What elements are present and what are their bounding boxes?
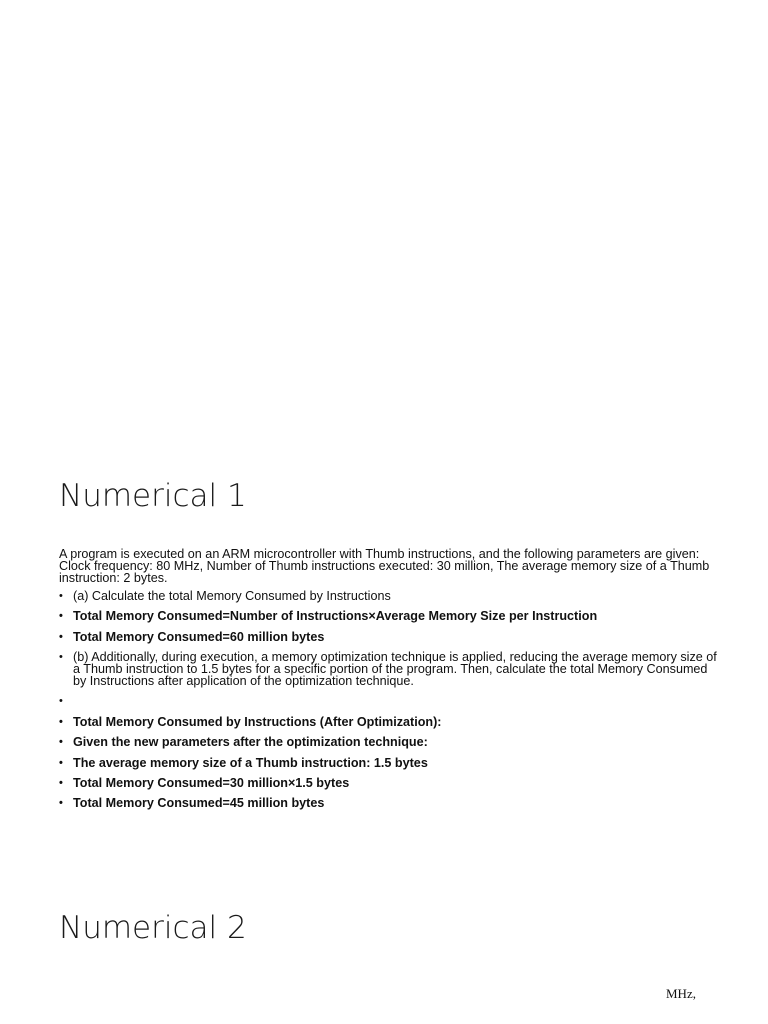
bullet-item-new-average-size: • The average memory size of a Thumb instruction: 1.5 bytes xyxy=(59,757,719,769)
bullet-item-empty xyxy=(59,695,719,707)
bullet-item-result-a: • Total Memory Consumed=60 million bytes xyxy=(59,631,719,643)
partial-text-fragment: MHz, xyxy=(666,986,696,1001)
bullet-item-given-parameters: • Given the new parameters after the optimization technique: xyxy=(59,736,719,748)
bullet-item-formula: • Total Memory Consumed=Number of Instructions×Average Memory Size per Instruction xyxy=(59,610,719,622)
bullet-item-result-b: • Total Memory Consumed=45 million bytes xyxy=(59,797,719,809)
bullet-item-part-b: • (b) Additionally, during execution, a memory optimization technique is applied, reducing the average memory size of a Thumb instruction to 1.5 bytes for a specific portion of the program. Then, calculate the total Memory Consumed by Instructions after application of the optimization technique. xyxy=(59,651,719,687)
bullet-item-part-a: • (a) Calculate the total Memory Consumed by Instructions xyxy=(59,590,719,602)
section-title-numerical-2: Numerical 2 xyxy=(59,910,247,946)
problem-statement: A program is executed on an ARM microcontroller with Thumb instructions, and the following parameters are given: Clock frequency: 80 MHz, Number of Thumb instructions executed: 30 million, The average memory size of a Thumb instruction: 2 bytes. xyxy=(59,547,710,585)
section-title-numerical-1: Numerical 1 xyxy=(59,478,247,514)
bullet-item-calculation: • Total Memory Consumed=30 million×1.5 bytes xyxy=(59,777,719,789)
solution-bullet-list xyxy=(59,590,719,818)
bullet-item-after-optimization-heading: • Total Memory Consumed by Instructions (After Optimization): xyxy=(59,716,719,728)
